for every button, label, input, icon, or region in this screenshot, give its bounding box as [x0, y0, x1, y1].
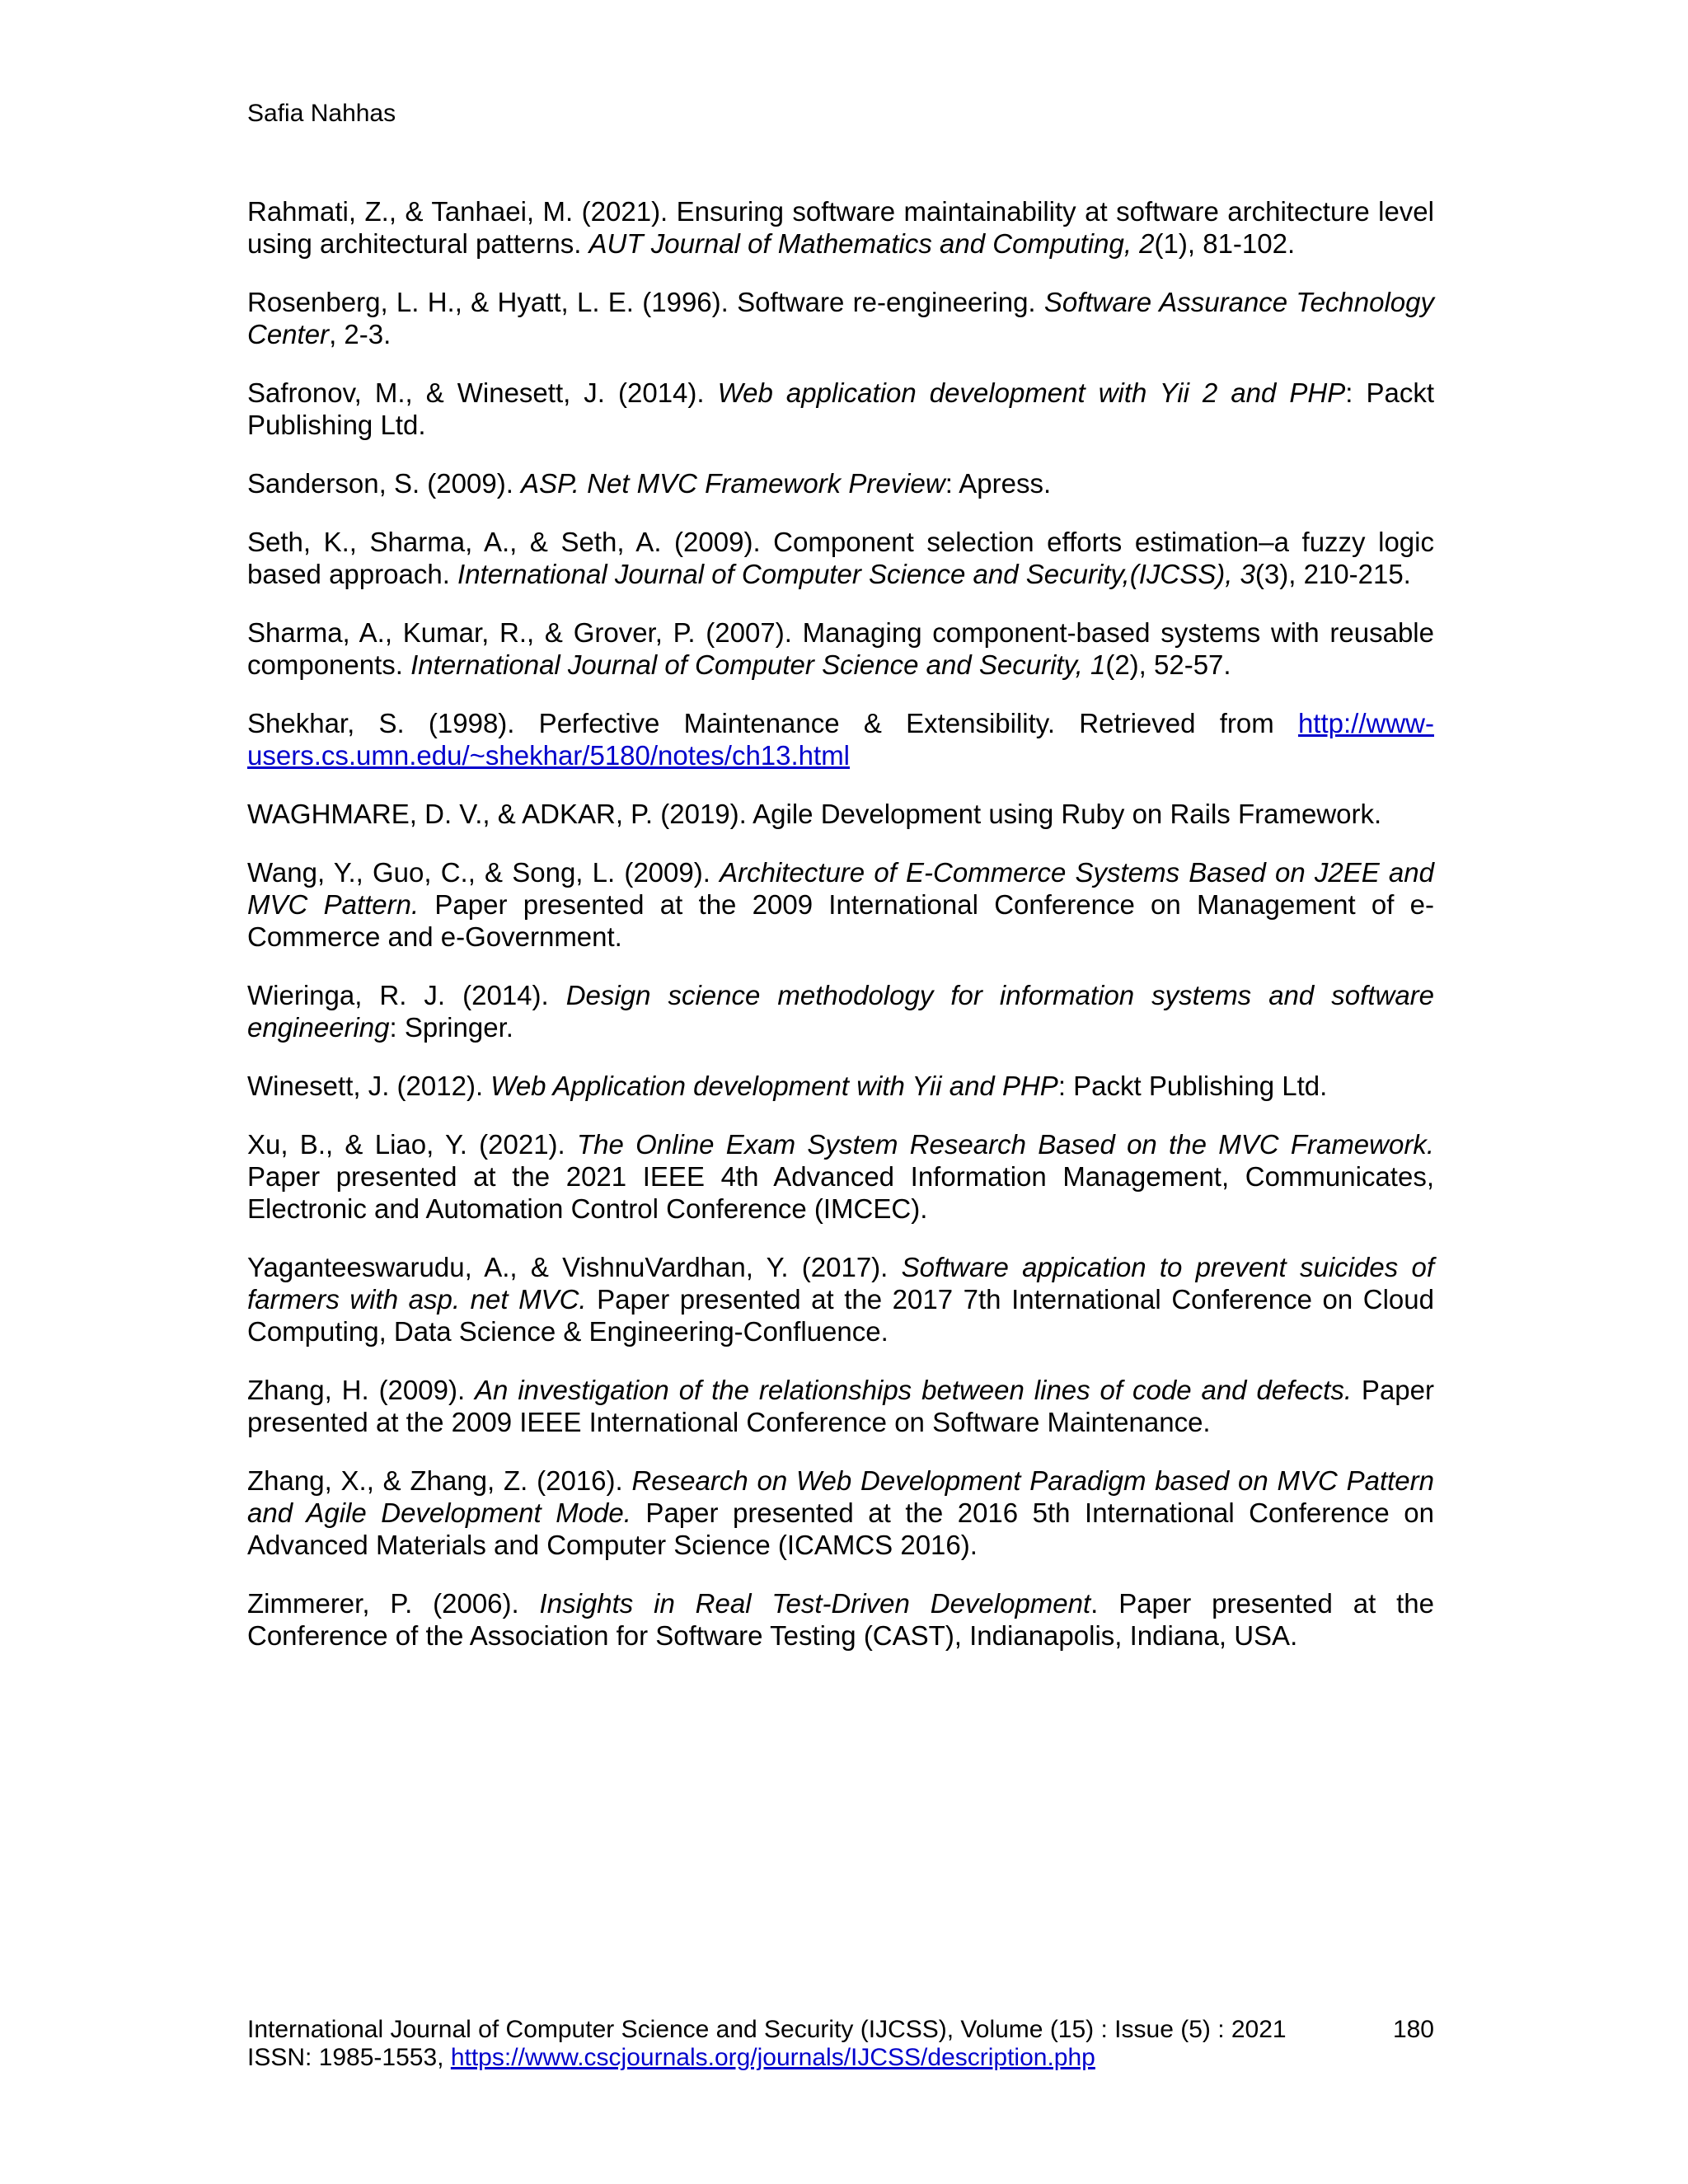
reference-title: Web application development with Yii 2 and PHP — [717, 377, 1346, 408]
reference-text: : Packt Publishing Ltd. — [247, 377, 1434, 440]
reference-entry — [247, 616, 1434, 681]
reference-text: : Apress. — [945, 468, 1052, 499]
reference-title: Web Application development with Yii and PHP — [490, 1071, 1058, 1101]
footer-issn: ISSN: 1985-1553, — [247, 2044, 451, 2071]
reference-text: Rosenberg, L. H., & Hyatt, L. E. (1996). Software re-engineering. — [247, 287, 1044, 317]
reference-title: Software Assurance Technology Center — [247, 287, 1434, 349]
reference-text: Zimmerer, P. (2006). — [247, 1588, 540, 1619]
reference-text: Paper presented at the 2021 IEEE 4th Advanced Information Management, Communicates, Electronic and Automation Control Conference (IMCEC). — [247, 1161, 1434, 1224]
reference-text: Seth, K., Sharma, A., & Seth, A. (2009). Component selection efforts estimation–a fuzzy logic based approach. — [247, 527, 1434, 589]
reference-entry — [247, 707, 1434, 771]
reference-text: Xu, B., & Liao, Y. (2021). — [247, 1129, 577, 1160]
reference-text: Shekhar, S. (1998). Perfective Maintenance & Extensibility. Retrieved from — [247, 708, 1298, 738]
footer-journal-title: International Journal of Computer Science and Security (IJCSS), Volume (15) : Issue (5) : 2021 — [247, 2016, 1287, 2043]
reference-link[interactable]: http://www-users.cs.umn.edu/~shekhar/5180/notes/ch13.html — [247, 708, 1434, 771]
reference-entry — [247, 1251, 1434, 1347]
reference-text: : Packt Publishing Ltd. — [1057, 1071, 1328, 1101]
reference-text: Rahmati, Z., & Tanhaei, M. (2021). Ensuring software maintainability at software architecture level using architectural patterns. — [247, 196, 1434, 259]
reference-text: Paper presented at the 2016 5th International Conference on Advanced Materials and Computer Science (ICAMCS 2016). — [247, 1497, 1434, 1560]
footer-journal-link[interactable]: https://www.cscjournals.org/journals/IJCSS/description.php — [450, 2044, 1095, 2071]
reference-entry — [247, 1465, 1434, 1561]
reference-text: WAGHMARE, D. V., & ADKAR, P. (2019). Agile Development using Ruby on Rails Framework. — [247, 799, 1382, 829]
reference-entry — [247, 1374, 1434, 1438]
footer-journal-line — [247, 2016, 1434, 2044]
page-number: 180 — [1392, 2016, 1434, 2043]
reference-title: The Online Exam System Research Based on the MVC Framework. — [577, 1129, 1435, 1160]
reference-text: : Springer. — [389, 1012, 513, 1043]
reference-title: Design science methodology for information systems and software engineering — [247, 980, 1435, 1043]
reference-entry — [247, 979, 1434, 1043]
reference-text: (2), 52-57. — [1105, 649, 1231, 680]
reference-text: Yaganteeswarudu, A., & VishnuVardhan, Y. (2017). — [247, 1252, 902, 1282]
reference-text: Wieringa, R. J. (2014). — [247, 980, 566, 1010]
reference-entry — [247, 1070, 1434, 1102]
reference-title: ASP. Net MVC Framework Preview — [521, 468, 945, 499]
reference-entry — [247, 286, 1434, 350]
footer-issn-line — [247, 2044, 1434, 2072]
reference-entry — [247, 526, 1434, 590]
reference-text: Winesett, J. (2012). — [247, 1071, 491, 1101]
reference-text: . Paper presented at the Conference of the Association for Software Testing (CAST), Indianapolis, Indiana, USA. — [247, 1588, 1434, 1651]
reference-title: International Journal of Computer Science and Security,(IJCSS), 3 — [457, 559, 1255, 589]
reference-title: Insights in Real Test-Driven Development — [539, 1588, 1091, 1619]
reference-entry — [247, 467, 1434, 499]
reference-entry — [247, 856, 1434, 953]
reference-title: AUT Journal of Mathematics and Computing, 2 — [588, 228, 1155, 259]
reference-text: Paper presented at the 2009 International Conference on Management of e-Commerce and e-Government. — [247, 889, 1434, 952]
reference-title: Research on Web Development Paradigm based on MVC Pattern and Agile Development Mode. — [247, 1465, 1435, 1528]
reference-text: Sharma, A., Kumar, R., & Grover, P. (2007). Managing component-based systems with reusable components. — [247, 617, 1434, 680]
reference-text: (1), 81-102. — [1154, 228, 1296, 259]
reference-text: (3), 210-215. — [1254, 559, 1411, 589]
reference-text: Paper presented at the 2017 7th International Conference on Cloud Computing, Data Science & Engineering-Confluence. — [247, 1284, 1434, 1347]
reference-text: Zhang, H. (2009). — [247, 1375, 476, 1405]
running-header-author: Safia Nahhas — [247, 100, 396, 127]
reference-text: Paper presented at the 2009 IEEE International Conference on Software Maintenance. — [247, 1375, 1434, 1437]
reference-text: Sanderson, S. (2009). — [247, 468, 522, 499]
reference-title: Architecture of E-Commerce Systems Based on J2EE and MVC Pattern. — [247, 857, 1434, 920]
reference-entry — [247, 195, 1434, 260]
reference-list — [247, 195, 1434, 1678]
reference-entry — [247, 798, 1434, 830]
reference-text: , 2-3. — [329, 319, 392, 349]
reference-title: An investigation of the relationships between lines of code and defects. — [475, 1375, 1353, 1405]
reference-title: International Journal of Computer Science and Security, 1 — [410, 649, 1106, 680]
page-footer — [247, 2016, 1434, 2072]
reference-title: Software appication to prevent suicides of farmers with asp. net MVC. — [247, 1252, 1434, 1315]
reference-entry — [247, 1587, 1434, 1652]
reference-text: Wang, Y., Guo, C., & Song, L. (2009). — [247, 857, 720, 888]
reference-text: Zhang, X., & Zhang, Z. (2016). — [247, 1465, 632, 1496]
reference-text: Safronov, M., & Winesett, J. (2014). — [247, 377, 718, 408]
reference-entry — [247, 377, 1434, 441]
reference-entry — [247, 1128, 1434, 1225]
